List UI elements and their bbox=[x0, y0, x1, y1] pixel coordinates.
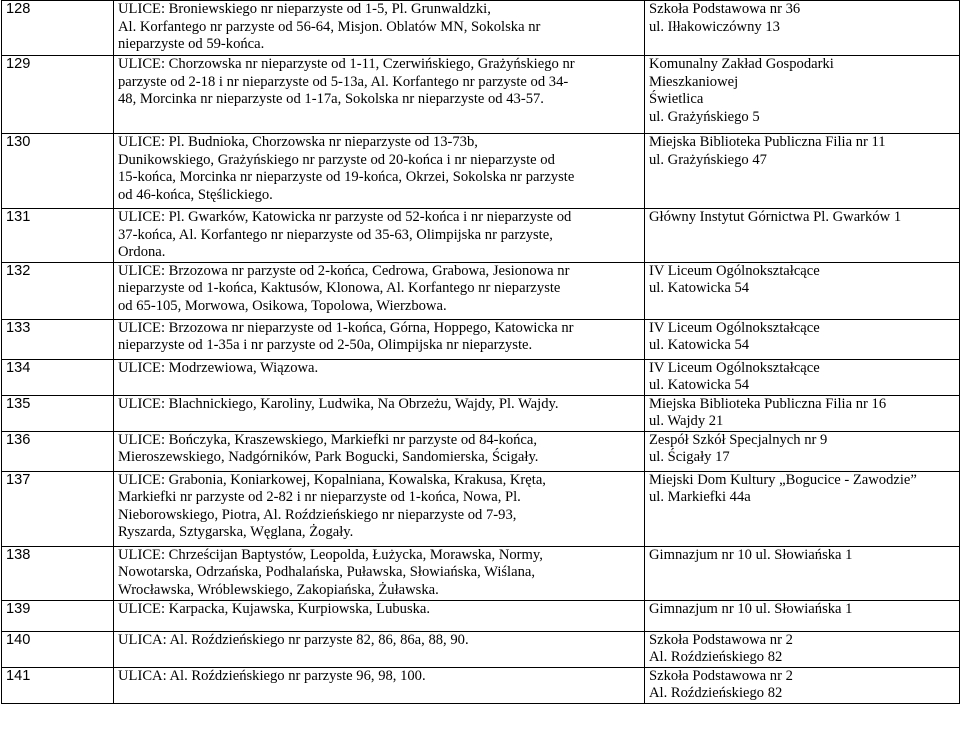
polling-station bbox=[645, 395, 960, 431]
district-streets-line: 48, Morcinka nr nieparzyste od 1-17a, Sokolska nr nieparzyste od 43-57. bbox=[118, 91, 544, 107]
polling-station-line: ul. Katowicka 54 bbox=[649, 377, 750, 393]
polling-station bbox=[645, 56, 960, 134]
table-body bbox=[2, 1, 960, 704]
polling-station-line: Al. Roździeńskiego 82 bbox=[649, 685, 783, 701]
district-streets-line: Mieroszewskiego, Nadgórników, Park Bogucki, Sandomierska, Ścigały. bbox=[118, 449, 539, 465]
district-streets: ULICA: Al. Roździeńskiego nr parzyste 96, 98, 100. bbox=[114, 667, 645, 703]
table-row bbox=[2, 395, 960, 431]
district-streets-line: ULICE: Brzozowa nr parzyste od 2-końca, Cedrowa, Grabowa, Jesionowa nr bbox=[118, 262, 570, 279]
polling-station-line: IV Liceum Ogólnokształcące bbox=[649, 262, 820, 279]
district-streets-line: ULICE: Brzozowa nr nieparzyste od 1-końca, Górna, Hoppego, Katowicka nr bbox=[118, 319, 574, 336]
polling-station-line: ul. Markiefki 44a bbox=[649, 489, 751, 505]
polling-station bbox=[645, 546, 960, 600]
table-row bbox=[2, 667, 960, 703]
table-row bbox=[2, 359, 960, 395]
district-number: 138 bbox=[2, 546, 114, 600]
polling-station-line: Mieszkaniowej bbox=[649, 73, 739, 90]
district-number: 129 bbox=[2, 56, 114, 134]
district-streets bbox=[114, 262, 645, 319]
district-streets-line: 15-końca, Morcinka nr nieparzyste od 19-końca, Okrzei, Sokolska nr parzyste bbox=[118, 169, 575, 185]
district-streets-line: Wrocławska, Wróblewskiego, Zakopiańska, Żuławska. bbox=[118, 581, 439, 598]
district-streets bbox=[114, 209, 645, 263]
district-streets-line: ULICE: Grabonia, Koniarkowej, Kopalniana, Kowalska, Krakusa, Kręta, bbox=[118, 471, 546, 488]
polling-station-line: IV Liceum Ogólnokształcące bbox=[649, 359, 820, 376]
polling-station bbox=[645, 600, 960, 631]
district-number: 137 bbox=[2, 471, 114, 546]
district-streets bbox=[114, 431, 645, 471]
polling-station-line: Zespół Szkół Specjalnych nr 9 bbox=[649, 431, 828, 448]
district-streets-line: Nieborowskiego, Piotra, Al. Roździeńskiego nr nieparzyste od 7-93, bbox=[118, 506, 517, 523]
district-number: 134 bbox=[2, 359, 114, 395]
polling-station bbox=[645, 319, 960, 359]
district-streets-line: ULICE: Pl. Budnioka, Chorzowska nr nieparzyste od 13-73b, bbox=[118, 134, 478, 150]
polling-station-line: ul. Grażyńskiego 47 bbox=[649, 151, 767, 168]
district-streets-line: ULICE: Broniewskiego nr nieparzyste od 1-5, Pl. Grunwaldzki, bbox=[118, 1, 491, 17]
polling-station-line: ul. Katowicka 54 bbox=[649, 280, 750, 296]
district-streets-line: Al. Korfantego nr parzyste od 56-64, Misjon. Oblatów MN, Sokolska nr bbox=[118, 18, 541, 35]
district-streets bbox=[114, 1, 645, 56]
table-row bbox=[2, 134, 960, 209]
polling-station-line: ul. Ścigały 17 bbox=[649, 449, 730, 465]
district-streets-line: Ordona. bbox=[118, 244, 166, 260]
polling-station-line: Komunalny Zakład Gospodarki bbox=[649, 56, 834, 72]
polling-districts-table bbox=[1, 0, 960, 704]
district-number: 141 bbox=[2, 667, 114, 703]
polling-station-line: Szkoła Podstawowa nr 36 bbox=[649, 1, 801, 17]
district-number: 139 bbox=[2, 600, 114, 631]
district-streets: ULICE: Modrzewiowa, Wiązowa. bbox=[114, 359, 645, 395]
district-streets-line: nieparzyste od 1-końca, Kaktusów, Klonowa, Al. Korfantego nr nieparzyste bbox=[118, 280, 561, 296]
district-streets bbox=[114, 546, 645, 600]
district-streets-line: nieparzyste od 59-końca. bbox=[118, 36, 265, 52]
district-streets-line: Dunikowskiego, Grażyńskiego nr parzyste od 20-końca i nr nieparzyste od bbox=[118, 151, 555, 168]
district-streets bbox=[114, 56, 645, 134]
polling-station-line: ul. Iłłakowiczówny 13 bbox=[649, 18, 780, 35]
district-number: 136 bbox=[2, 431, 114, 471]
polling-station bbox=[645, 631, 960, 667]
polling-station bbox=[645, 209, 960, 263]
district-streets: ULICE: Blachnickiego, Karoliny, Ludwika, Na Obrzeżu, Wajdy, Pl. Wajdy. bbox=[114, 395, 645, 431]
polling-station-line: ul. Grażyńskiego 5 bbox=[649, 108, 760, 125]
district-streets-line: ULICE: Pl. Gwarków, Katowicka nr parzyste od 52-końca i nr nieparzyste od bbox=[118, 209, 572, 225]
district-number: 140 bbox=[2, 631, 114, 667]
district-streets-line: od 65-105, Morwowa, Osikowa, Topolowa, Wierzbowa. bbox=[118, 297, 447, 314]
district-streets bbox=[114, 134, 645, 209]
polling-station-line: Szkoła Podstawowa nr 2 bbox=[649, 631, 793, 648]
table-row bbox=[2, 262, 960, 319]
polling-station bbox=[645, 134, 960, 209]
polling-station-line: Świetlica bbox=[649, 91, 704, 107]
polling-station bbox=[645, 262, 960, 319]
district-number: 135 bbox=[2, 395, 114, 431]
polling-station-line: Miejski Dom Kultury „Bogucice - Zawodzie” bbox=[649, 471, 917, 488]
district-streets-line: ULICE: Chorzowska nr nieparzyste od 1-11, Czerwińskiego, Grażyńskiego nr bbox=[118, 56, 575, 72]
district-streets-line: Nowotarska, Odrzańska, Podhalańska, Puławska, Słowiańska, Wiślana, bbox=[118, 564, 536, 580]
polling-station-line: ul. Wajdy 21 bbox=[649, 413, 724, 429]
polling-station bbox=[645, 1, 960, 56]
table-row bbox=[2, 209, 960, 263]
district-streets-line: od 46-końca, Stęślickiego. bbox=[118, 186, 273, 203]
district-streets-line: parzyste od 2-18 i nr nieparzyste od 5-13a, Al. Korfantego nr parzyste od 34- bbox=[118, 73, 569, 90]
district-streets-line: nieparzyste od 1-35a i nr parzyste od 2-50a, Olimpijska nr nieparzyste. bbox=[118, 337, 533, 353]
district-number: 130 bbox=[2, 134, 114, 209]
polling-station-line: IV Liceum Ogólnokształcące bbox=[649, 319, 820, 336]
table-row bbox=[2, 319, 960, 359]
district-streets bbox=[114, 319, 645, 359]
polling-station-line: Gimnazjum nr 10 ul. Słowiańska 1 bbox=[649, 600, 853, 617]
table-row bbox=[2, 546, 960, 600]
polling-station bbox=[645, 667, 960, 703]
polling-station bbox=[645, 471, 960, 546]
district-streets-line: 37-końca, Al. Korfantego nr nieparzyste od 35-63, Olimpijska nr parzyste, bbox=[118, 226, 553, 243]
polling-station-line: ul. Katowicka 54 bbox=[649, 337, 750, 353]
polling-station-line: Główny Instytut Górnictwa Pl. Gwarków 1 bbox=[649, 209, 902, 225]
polling-station bbox=[645, 431, 960, 471]
district-streets-line: Ryszarda, Sztygarska, Węglana, Żogały. bbox=[118, 524, 354, 540]
district-streets-line: ULICE: Bończyka, Kraszewskiego, Markiefki nr parzyste od 84-końca, bbox=[118, 431, 538, 448]
table-row bbox=[2, 600, 960, 631]
district-streets: ULICA: Al. Roździeńskiego nr parzyste 82, 86, 86a, 88, 90. bbox=[114, 631, 645, 667]
district-streets bbox=[114, 471, 645, 546]
table-row bbox=[2, 431, 960, 471]
district-number: 128 bbox=[2, 1, 114, 56]
table-row bbox=[2, 471, 960, 546]
polling-station-line: Miejska Biblioteka Publiczna Filia nr 11 bbox=[649, 134, 886, 150]
district-number: 132 bbox=[2, 262, 114, 319]
district-number: 133 bbox=[2, 319, 114, 359]
polling-station-line: Szkoła Podstawowa nr 2 bbox=[649, 667, 793, 684]
district-number: 131 bbox=[2, 209, 114, 263]
district-streets-line: ULICE: Chrześcijan Baptystów, Leopolda, Łużycka, Morawska, Normy, bbox=[118, 546, 543, 563]
district-streets: ULICE: Karpacka, Kujawska, Kurpiowska, Lubuska. bbox=[114, 600, 645, 631]
table-row bbox=[2, 631, 960, 667]
polling-station-line: Miejska Biblioteka Publiczna Filia nr 16 bbox=[649, 395, 887, 412]
polling-station-line: Al. Roździeńskiego 82 bbox=[649, 649, 783, 665]
polling-station-line: Gimnazjum nr 10 ul. Słowiańska 1 bbox=[649, 546, 853, 563]
table-row bbox=[2, 56, 960, 134]
table-row bbox=[2, 1, 960, 56]
district-streets-line: Markiefki nr parzyste od 2-82 i nr nieparzyste od 1-końca, Nowa, Pl. bbox=[118, 489, 521, 505]
polling-station bbox=[645, 359, 960, 395]
